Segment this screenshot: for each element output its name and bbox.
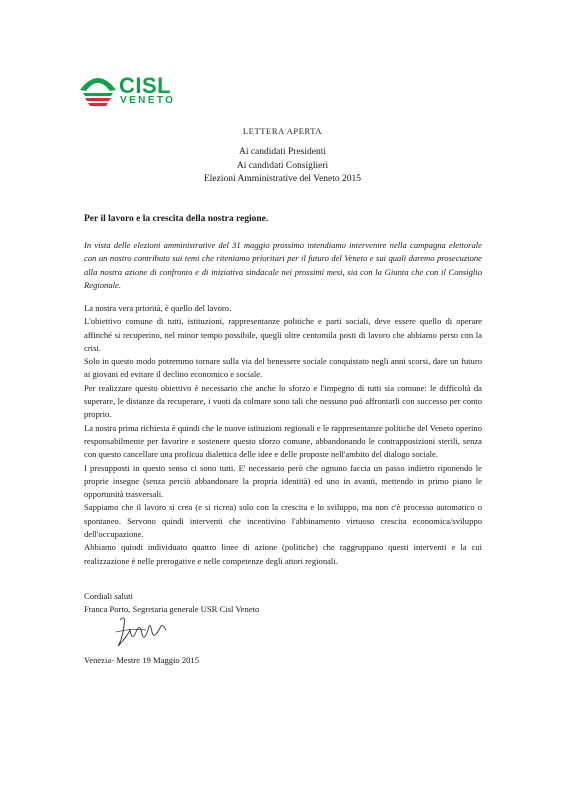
body-paragraph: Sappiamo che il lavoro si crea (e si ricrea) solo con la crescita e lo sviluppo, ma non c'è processo automatico o spontaneo. Servono quindi interventi che incentivino l'abbinamento virtuoso crescita economica/sviluppo dell'occupazione. <box>84 502 482 540</box>
cisl-logo <box>78 70 188 110</box>
body-paragraph: I presupposti in questo senso ci sono tutti. E' necessario però che ognuno faccia un passo indietro riponendo le proprie insegne (senza perciò abbandonare la propria identità) ed uno in avanti, mettendo in primo piano le opportunità trasversali. <box>84 462 482 500</box>
body-paragraph: La nostra prima richiesta è quindi che le nuove istituzioni regionali e le rappresentanze politiche del Veneto operino responsabilmente per favorire e sostenere questo sforzo comune, abbandonando le contrapposizioni sterili, senza con questo cancellare una proficua dialettica delle idee e delle proposte nell'ambito del dialogo sociale. <box>84 422 482 460</box>
body-paragraph: Per realizzare questo obiettivo è necessario che anche lo sforzo e l'impegno di tutti sia comune: le difficoltà da superare, le distanze da recuperare, i vuoti da colmare sono tali che nessuno può affrontarli con successo per conto proprio. <box>84 382 482 420</box>
letter-body <box>84 302 482 568</box>
body-paragraph: L'obiettivo comune di tutti, istituzioni, rappresentanze politiche e parti sociali, deve essere quello di operare affinché si recuperino, nel minor tempo possibile, quegli oltre centomila posti di lavoro che abbiamo perso con la crisi. <box>84 316 482 353</box>
body-paragraph: Abbiamo quindi individuato quattro linee di azione (politiche) che raggruppano questi interventi e la cui realizzazione è nelle prerogative e nelle competenze degli attori regionali. <box>84 542 482 566</box>
recipients-block <box>150 146 415 187</box>
cisl-logo-icon <box>78 70 118 108</box>
body-paragraph: La nostra vera priorità, è quello del lavoro. <box>84 303 232 313</box>
recipient-line: Ai candidati Consiglieri <box>236 160 329 171</box>
logo-wordmark: CISL <box>119 73 172 98</box>
greeting: Cordiali saluti <box>84 591 133 601</box>
recipient-line: Ai candidati Presidenti <box>238 147 327 157</box>
handwritten-signature <box>112 612 182 652</box>
intro-paragraph: In vista delle elezioni amministrative del 31 maggio prossimo intendiamo intervenire nella campagna elettorale con un nostro contributo sui temi che riteniamo prioritari per il futuro del Veneto e sui quali daremo prosecuzione alla nostra azione di confronto e di iniziativa sindacale nei prossimi mesi, sia con la Giunta che con il Consiglio Regionale. <box>84 240 482 290</box>
logo-region: VENETO <box>120 95 176 106</box>
signatory: Franca Porto, Segretaria generale USR Cisl Veneto <box>84 604 260 615</box>
letter-date: Venezia- Mestre 19 Maggio 2015 <box>84 655 200 665</box>
body-paragraph: Solo in questo modo potremmo tornare sulla via del benessere sociale conquistato negli anni scorsi, dare un futuro ai giovani ed evitare il declino economico e sociale. <box>84 356 482 380</box>
letter-subject: Per il lavoro e la crescita della nostra regione. <box>84 214 269 224</box>
recipient-line: Elezioni Amministrative del Veneto 2015 <box>203 174 362 184</box>
letter-title: LETTERA APERTA <box>242 126 323 136</box>
